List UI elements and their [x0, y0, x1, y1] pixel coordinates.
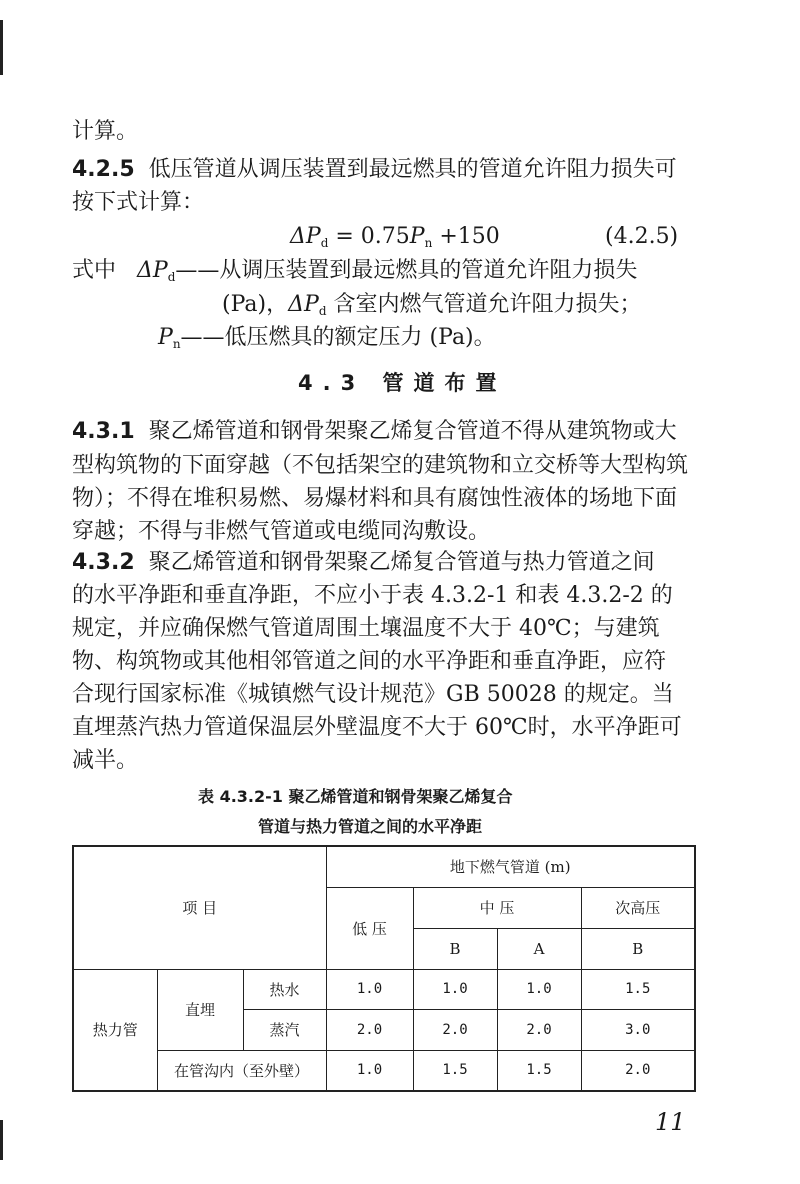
clause-number: 4.3.2 [72, 550, 135, 575]
paragraph-line: 直埋蒸汽热力管道保温层外壁温度不大于 60℃时，水平净距可 [72, 715, 682, 740]
section-number: 4.3 [298, 371, 366, 395]
formula-subscript: n [424, 236, 433, 250]
formula-text: +150 [432, 224, 500, 249]
table-cell: 2.0 [413, 1009, 497, 1050]
table-caption: 表 4.3.2-1 聚乙烯管道和钢骨架聚乙烯复合 [198, 787, 513, 806]
formula-symbol: ΔP [290, 224, 321, 249]
row-label-hot-water: 热水 [243, 969, 326, 1009]
table-cell: 1.5 [581, 969, 695, 1009]
header-medium-a: A [497, 928, 581, 969]
where-symbol: ΔP [137, 258, 168, 283]
table-cell: 1.5 [413, 1050, 497, 1091]
paragraph-line: 减半。 [72, 748, 139, 773]
paragraph-line: 物）；不得在堆积易燃、易爆材料和具有腐蚀性液体的场地下面 [72, 486, 678, 511]
section-title: 管道布置 [382, 371, 507, 395]
clause-text: 聚乙烯管道和钢骨架聚乙烯复合管道与热力管道之间 [148, 550, 655, 575]
where-subscript: d [318, 304, 327, 318]
paragraph-line: 按下式计算： [72, 190, 205, 215]
where-definition: ——从调压装置到最远燃具的管道允许阻力损失 [175, 258, 638, 283]
paragraph-line: 合现行国家标准《城镇燃气设计规范》GB 50028 的规定。当 [72, 682, 674, 707]
header-item: 项 目 [73, 846, 326, 969]
table-cell: 1.0 [497, 969, 581, 1009]
where-definition: 含室内燃气管道允许阻力损失； [326, 292, 642, 317]
header-medium-b: B [413, 928, 497, 969]
paragraph-line: 计算。 [72, 119, 139, 144]
where-definition: ——低压燃具的额定压力 (Pa)。 [180, 325, 496, 350]
where-prefix: 式中 [72, 258, 117, 283]
where-line-3 [158, 323, 496, 359]
table-cell: 2.0 [581, 1050, 695, 1091]
paragraph-line: 的水平净距和垂直净距，不应小于表 4.3.2-1 和表 4.3.2-2 的 [72, 583, 673, 608]
header-sub-high-b: B [581, 928, 695, 969]
row-group-heat-pipe: 热力管 [73, 969, 157, 1091]
page-number: 11 [655, 1108, 686, 1136]
table-cell: 2.0 [497, 1009, 581, 1050]
table-cell: 1.0 [326, 1050, 413, 1091]
clause-number: 4.3.1 [72, 419, 135, 444]
header-medium-pressure: 中 压 [413, 887, 581, 928]
where-definition: (Pa)， [222, 292, 289, 317]
paragraph-line: 型构筑物的下面穿越（不包括架空的建筑物和立交桥等大型构筑 [72, 453, 689, 478]
formula [290, 222, 500, 258]
table-caption: 管道与热力管道之间的水平净距 [258, 817, 483, 836]
formula-label: (4.2.5) [605, 224, 679, 249]
paragraph-line: 穿越；不得与非燃气管道或电缆同沟敷设。 [72, 519, 491, 544]
table-cell: 3.0 [581, 1009, 695, 1050]
where-line-2 [222, 290, 642, 326]
row-subgroup-buried: 直埋 [157, 969, 243, 1050]
table-cell: 1.0 [326, 969, 413, 1009]
table-row [73, 969, 695, 1009]
paragraph-line: 规定，并应确保燃气管道周围土壤温度不大于 40℃；与建筑 [72, 616, 660, 641]
page-edge-mark [0, 1120, 3, 1160]
header-low-pressure: 低 压 [326, 887, 413, 969]
formula-subscript: d [320, 236, 329, 250]
header-underground-gas-pipe: 地下燃气管道 (m) [326, 846, 695, 887]
table-cell: 1.0 [413, 969, 497, 1009]
clause-4-2-5 [72, 155, 677, 185]
header-sub-high-pressure: 次高压 [581, 887, 695, 928]
where-subscript: d [167, 270, 176, 284]
formula-symbol: P [409, 224, 425, 249]
row-label-steam: 蒸汽 [243, 1009, 326, 1050]
section-heading [298, 368, 507, 398]
clause-number: 4.2.5 [72, 157, 135, 182]
page-edge-mark [0, 20, 3, 75]
paragraph-line: 物、构筑物或其他相邻管道之间的水平净距和垂直净距，应符 [72, 649, 667, 674]
where-line-1 [72, 256, 637, 292]
where-subscript: n [172, 337, 181, 351]
clause-4-3-1 [72, 417, 677, 447]
table-cell: 2.0 [326, 1009, 413, 1050]
table-cell: 1.5 [497, 1050, 581, 1091]
row-label-in-trench: 在管沟内（至外壁） [157, 1050, 326, 1091]
formula-text: = 0.75 [328, 224, 410, 249]
where-symbol: P [158, 325, 173, 350]
clearance-table [72, 845, 696, 1092]
where-symbol: ΔP [288, 292, 319, 317]
clause-text: 低压管道从调压装置到最远燃具的管道允许阻力损失可 [148, 157, 677, 182]
clause-text: 聚乙烯管道和钢骨架聚乙烯复合管道不得从建筑物或大 [148, 419, 677, 444]
table-row [73, 1050, 695, 1091]
clause-4-3-2 [72, 548, 655, 578]
